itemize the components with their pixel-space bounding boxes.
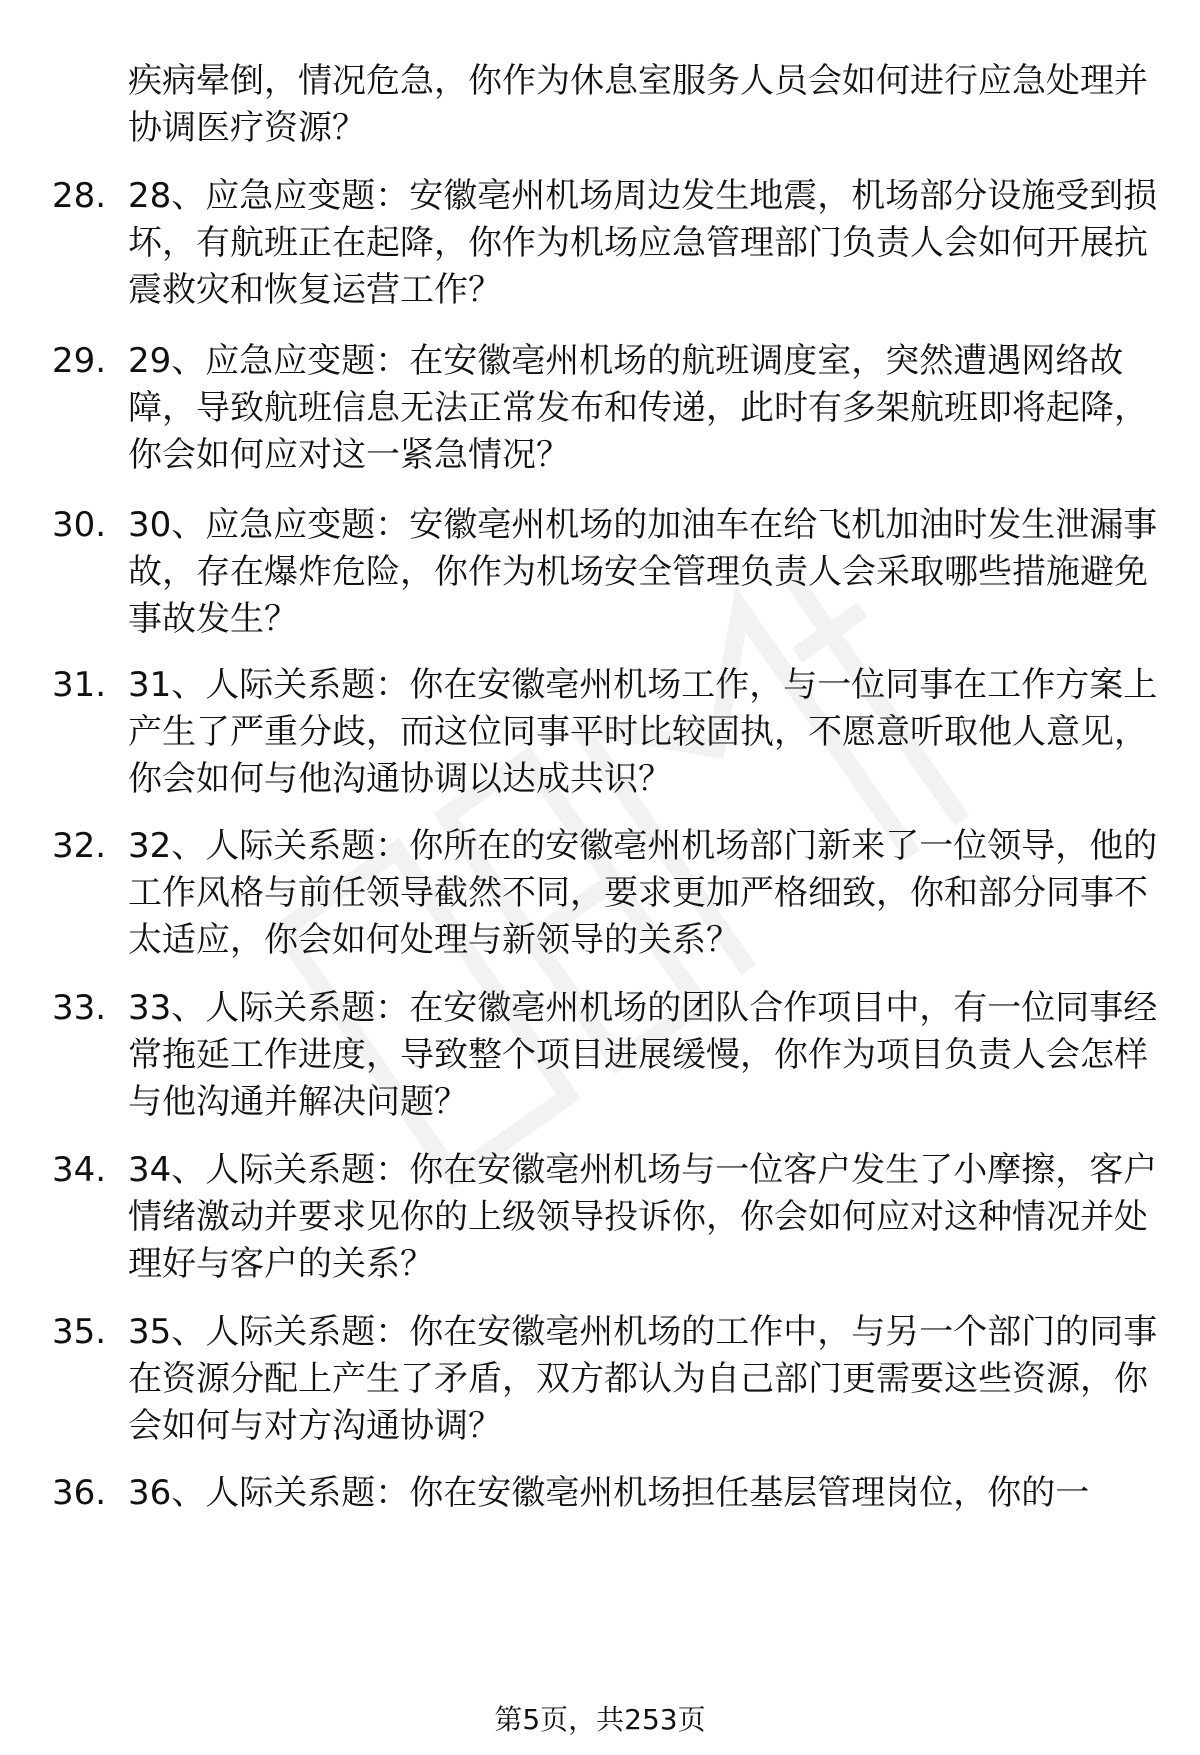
item-number: 30. <box>52 505 107 545</box>
page-footer: 第5页，共253页 <box>494 1703 706 1736</box>
item-text: 34、人际关系题：你在安徽亳州机场与一位客户发生了小摩擦，客户情绪激动并要求见你的上级领导投诉你，你会如何应对这种情况并处理好与客户的关系？ <box>128 1150 1158 1284</box>
item-number: 33. <box>52 988 107 1028</box>
item-number: 35. <box>52 1312 107 1352</box>
item-text: 35、人际关系题：你在安徽亳州机场的工作中，与另一个部门的同事在资源分配上产生了矛盾，双方都认为自己部门更需要这些资源，你会如何与对方沟通协调？ <box>128 1312 1158 1446</box>
item-number: 28. <box>52 176 107 216</box>
item-number: 29. <box>52 341 107 381</box>
item-text: 29、应急应变题：在安徽亳州机场的航班调度室，突然遭遇网络故障，导致航班信息无法正常发布和传递，此时有多架航班即将起降，你会如何应对这一紧急情况？ <box>128 341 1148 475</box>
item-text: 31、人际关系题：你在安徽亳州机场工作，与一位同事在工作方案上产生了严重分歧，而这位同事平时比较固执，不愿意听取他人意见，你会如何与他沟通协调以达成共识？ <box>128 665 1158 799</box>
item-number: 31. <box>52 665 107 705</box>
item-text: 28、应急应变题：安徽亳州机场周边发生地震，机场部分设施受到损坏，有航班正在起降，你作为机场应急管理部门负责人会如何开展抗震救灾和恢复运营工作？ <box>128 176 1158 310</box>
item-text: 33、人际关系题：在安徽亳州机场的团队合作项目中，有一位同事经常拖延工作进度，导致整个项目进展缓慢，你作为项目负责人会怎样与他沟通并解决问题？ <box>128 988 1158 1122</box>
item-text: 36、人际关系题：你在安徽亳州机场担任基层管理岗位，你的一 <box>128 1473 1090 1513</box>
item-number: 36. <box>52 1473 107 1513</box>
continuation-text: 疾病晕倒，情况危急，你作为休息室服务人员会如何进行应急处理并协调医疗资源？ <box>128 61 1148 148</box>
item-number: 32. <box>52 826 107 866</box>
item-text: 32、人际关系题：你所在的安徽亳州机场部门新来了一位领导，他的工作风格与前任领导截然不同，要求更加严格细致，你和部分同事不太适应，你会如何处理与新领导的关系？ <box>128 826 1158 960</box>
item-number: 34. <box>52 1150 107 1190</box>
item-text: 30、应急应变题：安徽亳州机场的加油车在给飞机加油时发生泄漏事故，存在爆炸危险，你作为机场安全管理负责人会采取哪些措施避免事故发生？ <box>128 505 1158 639</box>
